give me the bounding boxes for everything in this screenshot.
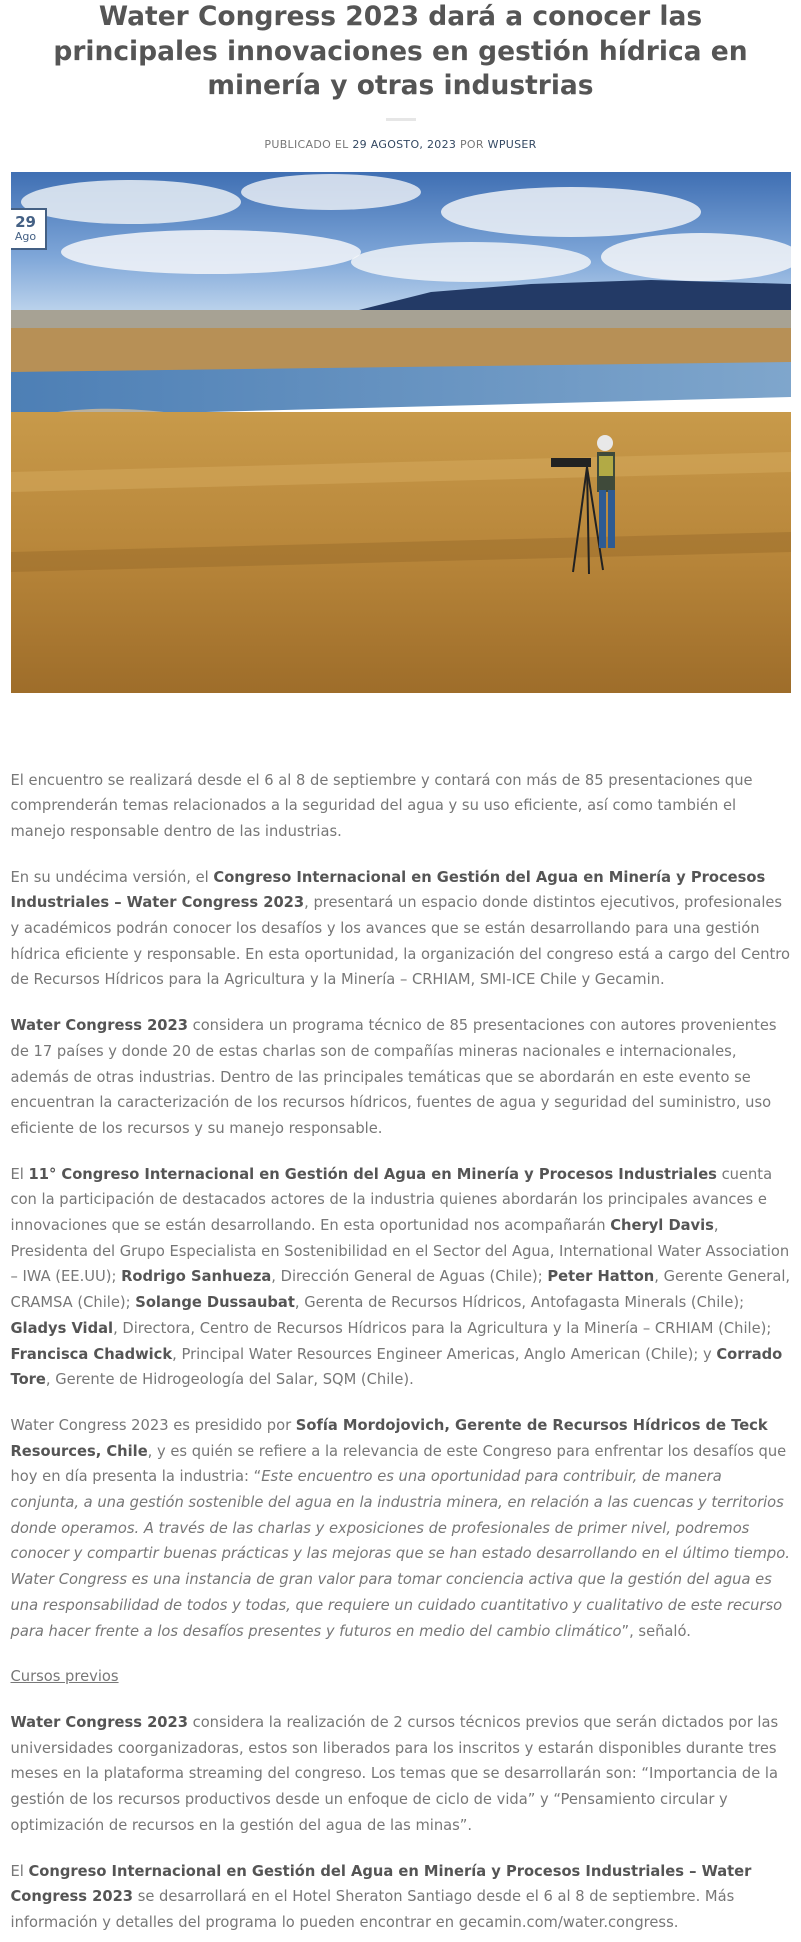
page-title: Water Congress 2023 dará a conocer las principales innovaciones en gestión hídrica en minería y otras industrias	[53, 1, 748, 101]
post-date-link[interactable]: 29 AGOSTO, 2023	[352, 137, 457, 151]
text: , Gerente de Hidrogeología del Salar, SQM (Chile).	[45, 1371, 414, 1389]
date-badge	[11, 208, 47, 250]
published-prefix: PUBLICADO EL	[264, 137, 349, 151]
text: , presentará un espacio donde distintos ejecutivos, profesionales y académicos podrán conocer los desafíos y los avances que se están desarrollando para una gestión hídrica eficiente y responsable. En esta oportunidad, la organización del congreso está a cargo del Centro de Recursos Hídricos para la Agricultura y la Minería – CRHIAM, SMI-ICE Chile y Gecamin.	[10, 894, 790, 989]
post-meta	[11, 138, 791, 151]
text: cuenta con la participación de destacados actores de la industria quienes abordarán los principales avances e innovaciones que se están desarrollando. En esta oportunidad nos acompañarán	[10, 1165, 773, 1235]
bold-text: Congreso Internacional en Gestión del Agua en Minería y Procesos Industriales – Water Congress 2023	[10, 868, 766, 912]
hero-image	[11, 172, 791, 693]
bold-text: Congreso Internacional en Gestión del Agua en Minería y Procesos Industriales – Water Congress 2023	[10, 1862, 752, 1906]
speaker-name: Solange Dussaubat	[135, 1294, 295, 1312]
paragraph-2	[11, 865, 791, 994]
speaker-name: Corrado Tore	[10, 1345, 783, 1389]
paragraph-3	[11, 1013, 791, 1142]
subheading: Cursos previos	[10, 1668, 119, 1686]
speaker-name: Rodrigo Sanhueza	[121, 1268, 272, 1286]
landscape-photo-icon	[11, 172, 791, 693]
text: El	[10, 1862, 29, 1880]
by-label: POR	[460, 137, 484, 151]
text: ”, señaló.	[621, 1622, 691, 1640]
bold-text: Water Congress 2023	[10, 1714, 188, 1731]
title-divider	[386, 118, 416, 121]
paragraph-6	[11, 1710, 791, 1839]
text: El	[10, 1165, 29, 1183]
paragraph-1: El encuentro se realizará desde el 6 al 8 de septiembre y contará con más de 85 presentaciones que comprenderán temas relacionados a la seguridad del agua y su uso eficiente, así como también el manejo responsable dentro de las industrias.	[10, 771, 753, 840]
text: , Gerenta de Recursos Hídricos, Antofagasta Minerals (Chile);	[294, 1294, 745, 1312]
article	[11, 0, 791, 1936]
bold-text: Water Congress 2023	[10, 1017, 188, 1035]
text: En su undécima versión, el	[10, 868, 214, 886]
text: , Directora, Centro de Recursos Hídricos para la Agricultura y la Minería – CRHIAM (Chile);	[113, 1319, 772, 1337]
text: considera la realización de 2 cursos técnicos previos que serán dictados por las universidades coorganizadoras, estos son liberados para los inscritos y estarán disponibles durante tres meses en la plataforma streaming del congreso. Los temas que se desarrollarán son: “Importancia de la gestión de los recursos productivos desde un enfoque de ciclo de vida” y “Pensamiento circular y optimización de recursos en la gestión del agua de las minas”.	[10, 1714, 779, 1834]
speaker-name: Francisca Chadwick	[10, 1345, 173, 1363]
text: , Dirección General de Aguas (Chile);	[271, 1268, 548, 1286]
badge-month: Ago	[14, 229, 37, 243]
speaker-name: Peter Hatton	[547, 1268, 655, 1286]
text: considera un programa técnico de 85 presentaciones con autores provenientes de 17 países y donde 20 de estas charlas son de compañías mineras nacionales e internacionales, además de otras industrias. Dentro de las principales temáticas que se abordarán en este evento se encuentran la caracterización de los recursos hídricos, fuentes de agua y seguridad del suministro, uso eficiente de los recursos y su manejo responsable.	[10, 1017, 777, 1137]
speaker-name: Cheryl Davis	[610, 1217, 714, 1235]
paragraph-5	[11, 1413, 791, 1644]
article-body	[11, 768, 791, 1936]
bold-text: 11° Congreso Internacional en Gestión del Agua en Minería y Procesos Industriales	[28, 1165, 717, 1183]
bold-text: Sofía Mordojovich, Gerente de Recursos Hídricos de Teck Resources, Chile	[10, 1416, 768, 1460]
paragraph-4	[11, 1162, 791, 1393]
text: se desarrollará en el Hotel Sheraton Santiago desde el 6 al 8 de septiembre. Más información y detalles del programa lo pueden encontrar en gecamin.com/water.congress.	[10, 1888, 735, 1931]
badge-day: 29	[15, 212, 36, 231]
author-link[interactable]: WPUSER	[487, 137, 537, 151]
text: , y es quién se refiere a la relevancia de este Congreso para enfrentar los desafíos que hoy en día presenta la industria: “	[10, 1442, 787, 1486]
text: , Principal Water Resources Engineer Americas, Anglo American (Chile); y	[172, 1345, 717, 1363]
quote-text: Este encuentro es una oportunidad para contribuir, de manera conjunta, a una gestión sostenible del agua en la industria minera, en relación a las cuencas y territorios donde operamos. A través de las charlas y exposiciones de profesionales de primer nivel, podremos conocer y compartir buenas prácticas y las mejoras que se han estado desarrollando en el último tiempo. Water Congress es una instancia de gran valor para tomar conciencia activa que la gestión del agua es una responsabilidad de todos y todas, que requiere un cuidado cuantitativo y cualitativo de este recurso para hacer frente a los desafíos presentes y futuros en medio del cambio climático	[10, 1468, 790, 1640]
text: Water Congress 2023 es presidido por	[10, 1416, 296, 1434]
speaker-name: Gladys Vidal	[10, 1319, 114, 1337]
text: , Gerente General, CRAMSA (Chile);	[10, 1268, 791, 1312]
subheading-paragraph	[11, 1664, 791, 1690]
paragraph-7	[11, 1859, 791, 1936]
text: , Presidenta del Grupo Especialista en Sostenibilidad en el Sector del Agua, International Water Association – IWA (EE.UU);	[10, 1217, 790, 1286]
